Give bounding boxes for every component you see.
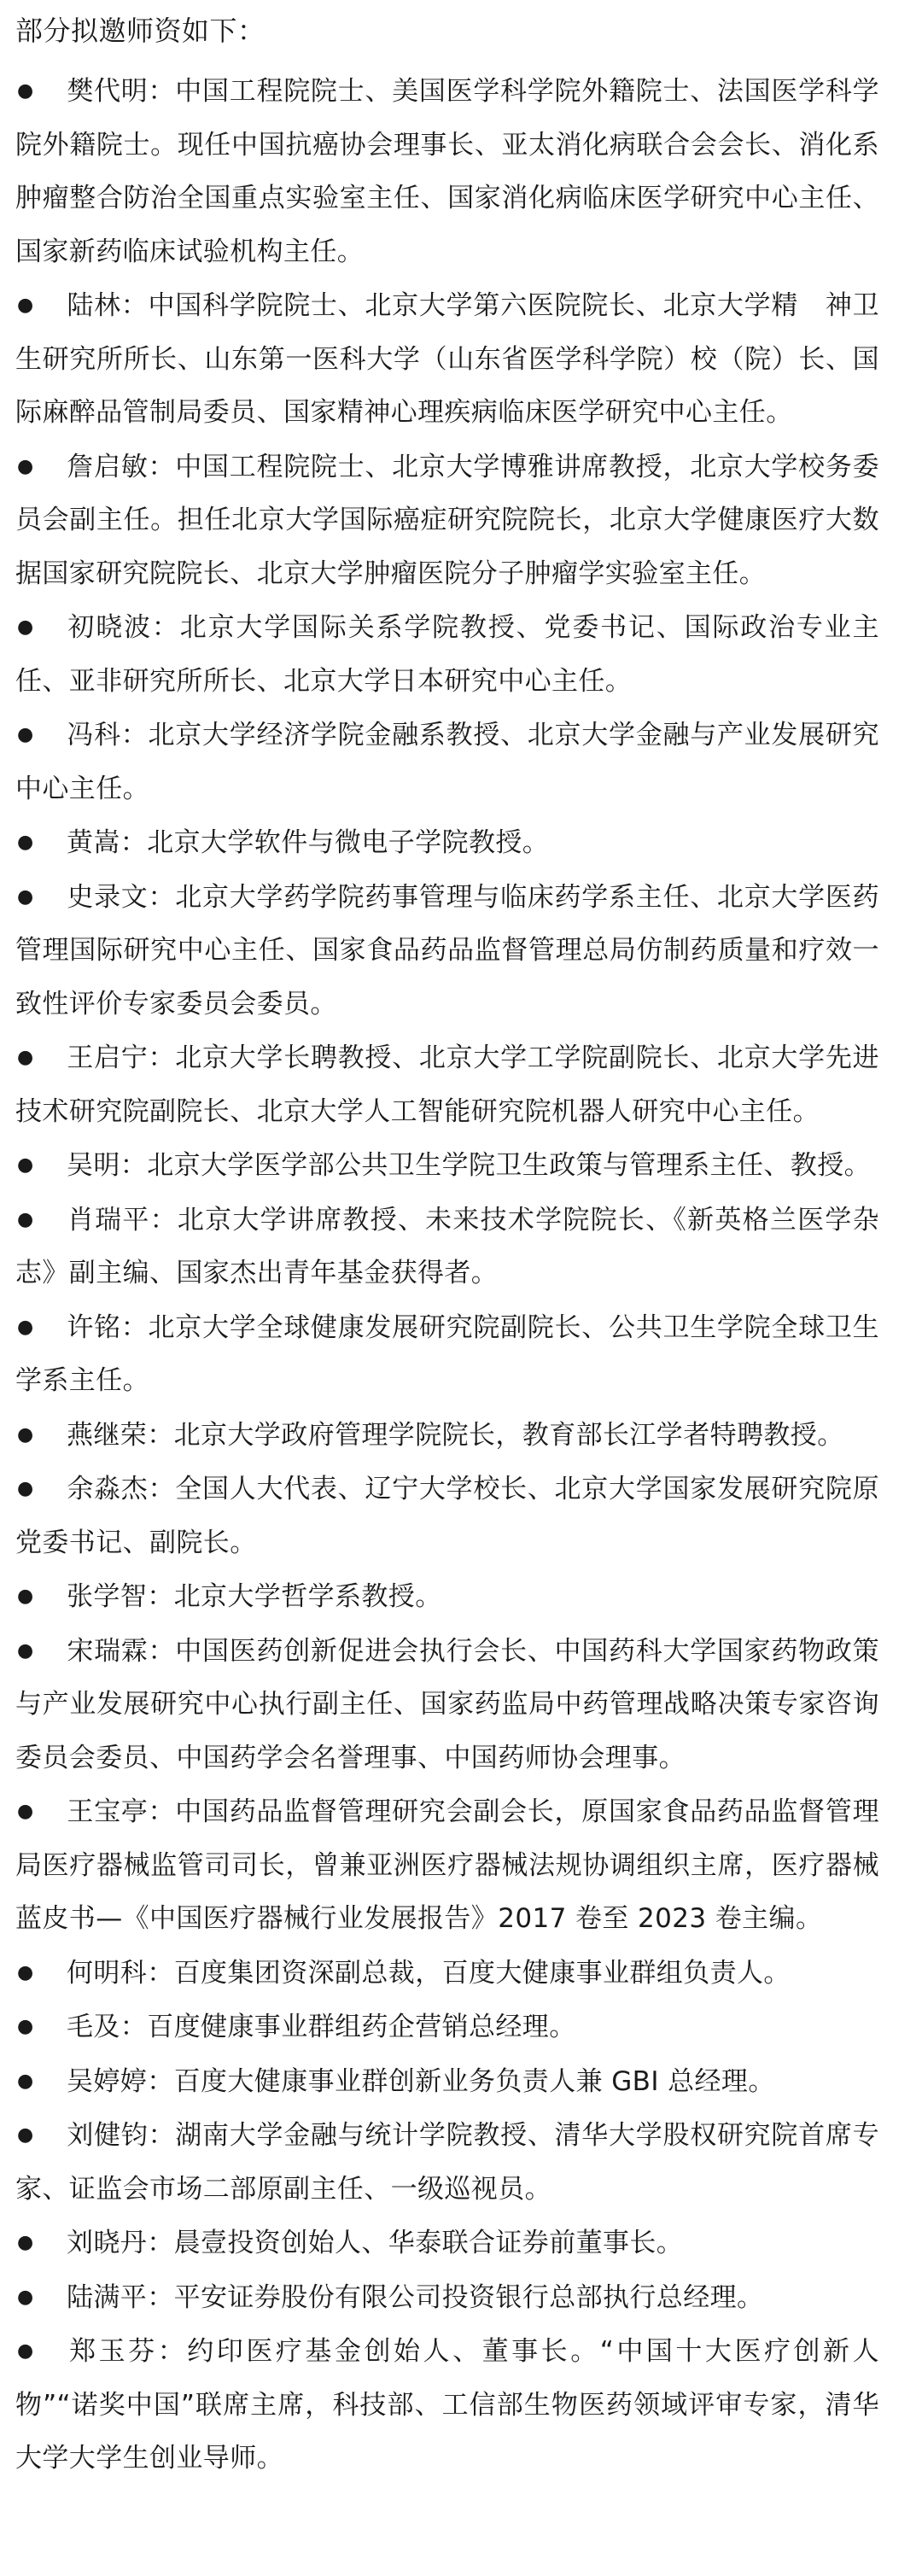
item-text: 陆满平：平安证券股份有限公司投资银行总部执行总经理。 bbox=[67, 2281, 764, 2313]
item-text: 冯科：北京大学经济学院金融系教授、北京大学金融与产业发展研究中心主任。 bbox=[15, 720, 879, 804]
bullet-icon: ● bbox=[17, 724, 34, 745]
bullet-icon: ● bbox=[17, 832, 34, 853]
item-text: 黄嵩：北京大学软件与微电子学院教授。 bbox=[67, 827, 550, 858]
bullet-icon: ● bbox=[17, 2340, 34, 2362]
bullet-icon: ● bbox=[17, 1208, 34, 1230]
list-item bbox=[15, 1463, 879, 1569]
bullet-icon: ● bbox=[17, 1154, 34, 1176]
item-text: 郑玉芬：约印医疗基金创始人、董事长。“中国十大医疗创新人物”“诺奖中国”联席主席，科技部、工信部生物医药领域评审专家，清华大学大学生创业导师。 bbox=[15, 2336, 879, 2474]
item-text: 吴婷婷：百度大健康事业群创新业务负责人兼 GBI 总经理。 bbox=[67, 2065, 775, 2097]
item-text: 何明科：百度集团资深副总裁，百度大健康事业群组负责人。 bbox=[67, 1957, 791, 1989]
list-item bbox=[15, 1570, 879, 1624]
list-item bbox=[15, 816, 879, 870]
item-text: 王宝亭：中国药品监督管理研究会副会长，原国家食品药品监督管理局医疗器械监管司司长，曾兼亚洲医疗器械法规协调组织主席，医疗器械蓝皮书—《中国医疗器械行业发展报告》2017 卷至 2023 卷主编。 bbox=[15, 1796, 879, 1934]
bullet-icon: ● bbox=[17, 455, 34, 477]
item-text: 燕继荣：北京大学政府管理学院院长，教育部长江学者特聘教授。 bbox=[67, 1419, 844, 1451]
list-item bbox=[15, 2271, 879, 2325]
item-text: 许铭：北京大学全球健康发展研究院副院长、公共卫生学院全球卫生学系主任。 bbox=[15, 1311, 879, 1396]
item-text: 吴明：北京大学医学部公共卫生学院卫生政策与管理系主任、教授。 bbox=[67, 1150, 871, 1181]
bullet-icon: ● bbox=[17, 885, 34, 908]
item-text: 陆林：中国科学院院士、北京大学第六医院院长、北京大学精 神卫生研究所所长、山东第一医科大学（山东省医学科学院）校（院）长、国际麻醉品管制局委员、国家精神心理疾病临床医学研究中心主任。 bbox=[15, 290, 879, 428]
bullet-icon: ● bbox=[17, 2070, 34, 2092]
page-title: 部分拟邀师资如下： bbox=[15, 15, 266, 47]
item-text: 毛及：百度健康事业群组药企营销总经理。 bbox=[67, 2012, 576, 2042]
bullet-icon: ● bbox=[17, 1316, 34, 1338]
list-item bbox=[15, 1785, 879, 1946]
item-text: 樊代明：中国工程院院士、美国医学科学院外籍院士、法国医学科学院外籍院士。现任中国抗癌协会理事长、亚太消化病联合会会长、消化系肿瘤整合防治全国重点实验室主任、国家消化病临床医学研究中心主任、国家新药临床试验机构主任。 bbox=[15, 76, 879, 267]
list-item bbox=[15, 1947, 879, 2001]
item-text: 刘健钧：湖南大学金融与统计学院教授、清华大学股权研究院首席专家、证监会市场二部原副主任、一级巡视员。 bbox=[15, 2120, 879, 2205]
item-text: 詹启敏：中国工程院院士、北京大学博雅讲席教授，北京大学校务委员会副主任。担任北京大学国际癌症研究院院长，北京大学健康医疗大数据国家研究院院长、北京大学肿瘤医院分子肿瘤学实验室主任。 bbox=[15, 451, 879, 589]
bullet-icon: ● bbox=[17, 1801, 34, 1822]
bullet-icon: ● bbox=[17, 1478, 34, 1499]
item-text: 史录文：北京大学药学院药事管理与临床药学系主任、北京大学医药管理国际研究中心主任、国家食品药品监督管理总局仿制药质量和疗效一致性评价专家委员会委员。 bbox=[15, 881, 879, 1019]
item-text: 刘晓丹：晨壹投资创始人、华泰联合证券前董事长。 bbox=[67, 2228, 684, 2258]
item-text: 肖瑞平：北京大学讲席教授、未来技术学院院长、《新英格兰医学杂志》副主编、国家杰出青年基金获得者。 bbox=[15, 1204, 879, 1288]
bullet-icon: ● bbox=[17, 2124, 34, 2146]
list-item bbox=[15, 65, 879, 278]
faculty-list bbox=[15, 65, 879, 2485]
item-text: 宋瑞霖：中国医药创新促进会执行会长、中国药科大学国家药物政策与产业发展研究中心执行副主任、国家药监局中药管理战略决策专家咨询委员会委员、中国药学会名誉理事、中国药师协会理事。 bbox=[15, 1635, 879, 1773]
bullet-icon: ● bbox=[17, 2016, 34, 2037]
bullet-icon: ● bbox=[17, 616, 34, 638]
list-item bbox=[15, 279, 879, 440]
list-item bbox=[15, 1031, 879, 1138]
item-text: 王启宁：北京大学长聘教授、北京大学工学院副院长、北京大学先进技术研究院副院长、北京大学人工智能研究院机器人研究中心主任。 bbox=[15, 1043, 879, 1127]
list-item bbox=[15, 601, 879, 708]
bullet-icon: ● bbox=[17, 1961, 34, 1983]
list-item bbox=[15, 1139, 879, 1193]
list-item bbox=[15, 441, 879, 601]
bullet-icon: ● bbox=[17, 1639, 34, 1662]
item-text: 初晓波：北京大学国际关系学院教授、党委书记、国际政治专业主任、亚非研究所所长、北京大学日本研究中心主任。 bbox=[15, 612, 879, 697]
list-item bbox=[15, 2217, 879, 2270]
bullet-icon: ● bbox=[17, 2286, 34, 2308]
bullet-icon: ● bbox=[17, 80, 34, 102]
list-item bbox=[15, 2055, 879, 2109]
item-text: 张学智：北京大学哲学系教授。 bbox=[67, 1581, 442, 1612]
list-item bbox=[15, 2001, 879, 2054]
list-item bbox=[15, 1625, 879, 1785]
bullet-icon: ● bbox=[17, 1586, 34, 1607]
list-item bbox=[15, 1194, 879, 1300]
bullet-icon: ● bbox=[17, 1423, 34, 1446]
list-item bbox=[15, 871, 879, 1031]
list-item bbox=[15, 709, 879, 815]
item-text: 余淼杰：全国人大代表、辽宁大学校长、北京大学国家发展研究院原党委书记、副院长。 bbox=[15, 1474, 879, 1558]
bullet-icon: ● bbox=[17, 295, 34, 316]
list-item bbox=[15, 1301, 879, 1408]
bullet-icon: ● bbox=[17, 2232, 34, 2253]
bullet-icon: ● bbox=[17, 1047, 34, 1068]
list-item bbox=[15, 2325, 879, 2485]
list-item bbox=[15, 2109, 879, 2216]
list-item bbox=[15, 1409, 879, 1463]
